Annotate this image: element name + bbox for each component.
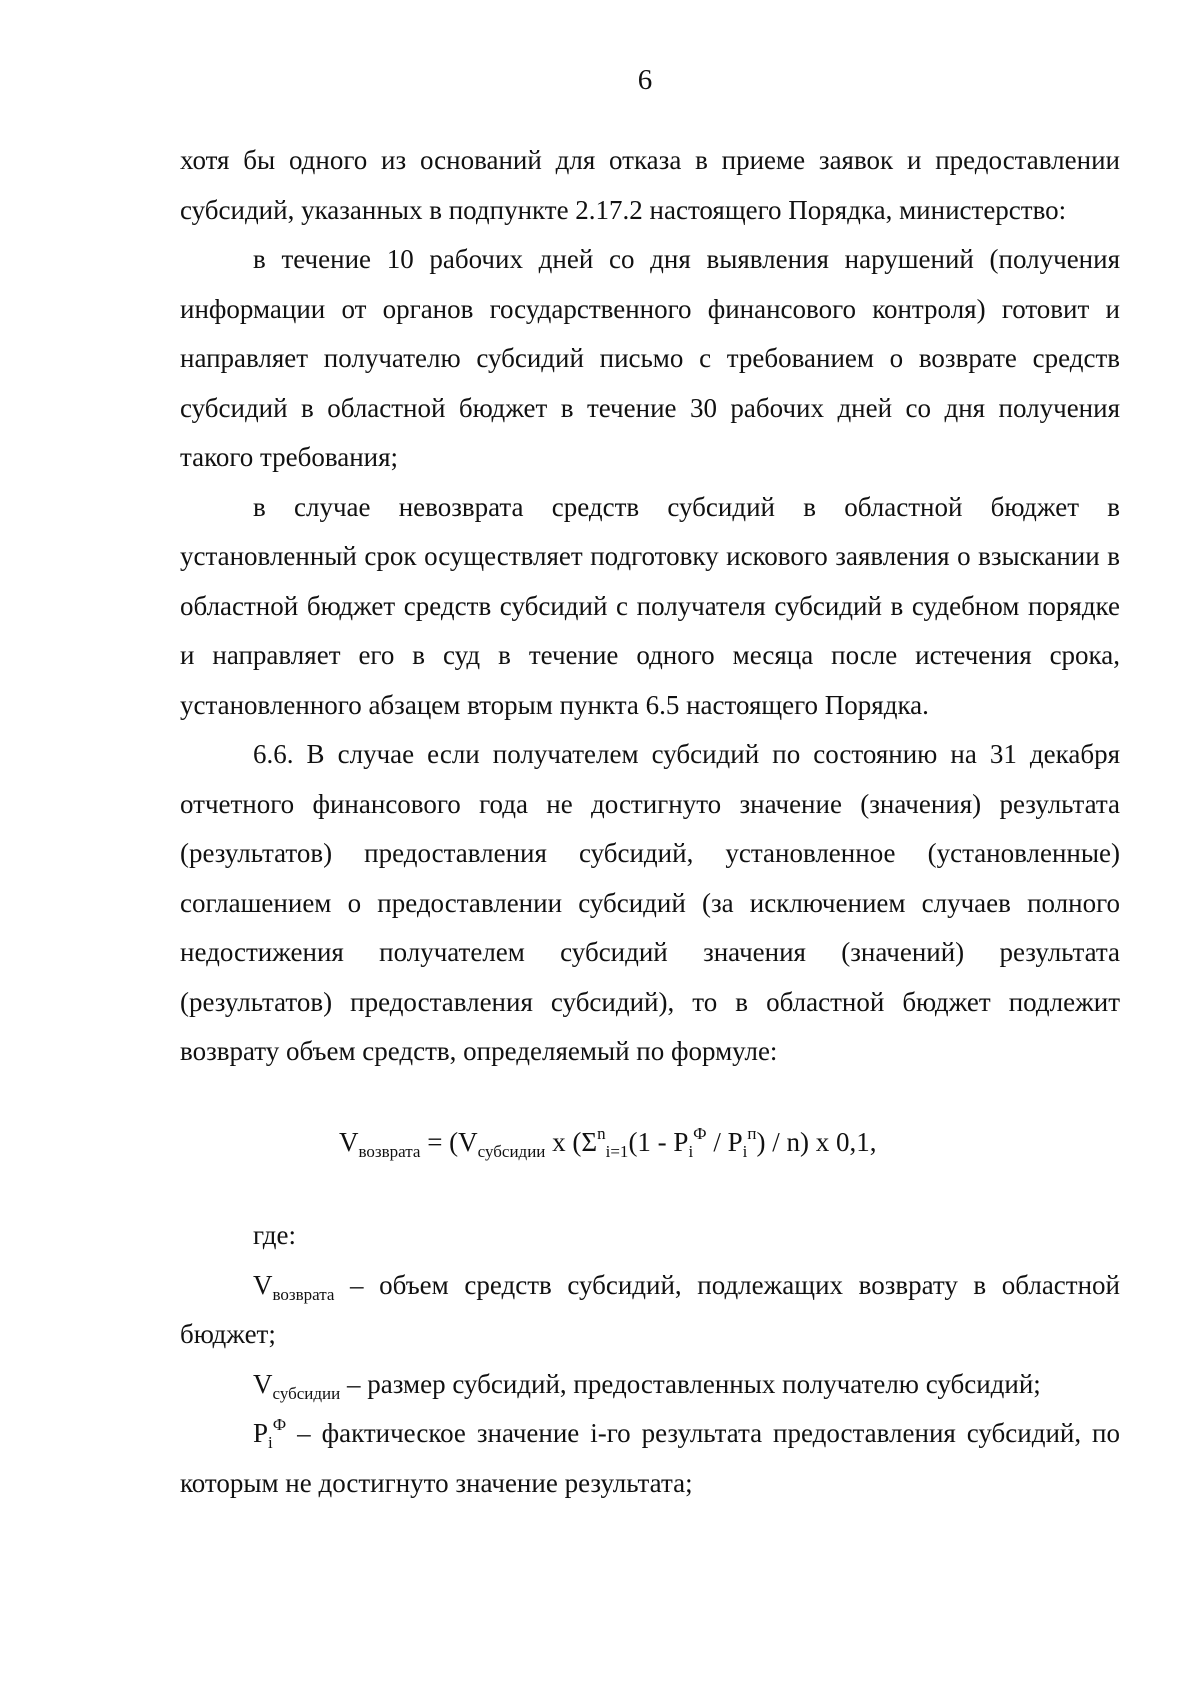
paragraph-6-6: 6.6. В случае если получателем субсидий по состоянию на 31 декабря отчетного финансового года не достигнуто значение (значения) результата (результатов) предоставления субсидий, установленное (установленные) соглашением о предоставлении субсидий (за исключением случаев полного недостижения получателем субсидий значения (значений) результата (результатов) предоставления субсидий), то в областной бюджет подлежит возврату объем средств, определяемый по формуле: [180, 739, 1120, 1066]
document-body [180, 136, 1120, 1508]
paragraph-lawsuit: в случае невозврата средств субсидий в областной бюджет в установленный срок осуществляет подготовку искового заявления о взыскании в областной бюджет средств субсидий с получателя субсидий в судебном порядке и направляет его в суд в течение одного месяца после истечения срока, установленного абзацем вторым пункта 6.5 настоящего Порядка. [180, 491, 1120, 720]
formula-sub-vozvrata: возврата [358, 1141, 421, 1161]
formula-slash-p: / P [706, 1126, 743, 1157]
def2-sub: субсидии [272, 1383, 341, 1403]
page-number: 6 [637, 64, 653, 96]
formula-v: V [339, 1126, 359, 1157]
formula-sub-i-b: i [742, 1141, 748, 1161]
formula-x-sigma: x (Σ [545, 1126, 598, 1157]
refund-formula [180, 1118, 1120, 1168]
formula-sup-n: n [597, 1123, 606, 1143]
definition-v-vozvrata [180, 1261, 1120, 1360]
where-label: где: [253, 1220, 296, 1250]
formula-sub-i1: i=1 [605, 1141, 629, 1161]
formula-sup-f: Ф [693, 1123, 707, 1143]
def1-sub: возврата [272, 1284, 335, 1304]
formula-sup-p: п [747, 1123, 757, 1143]
def3-sub: i [268, 1433, 273, 1452]
definition-p-fact [180, 1409, 1120, 1508]
def3-sup: Ф [272, 1415, 287, 1434]
formula-sub-i-a: i [688, 1141, 694, 1161]
definition-v-subsidii [180, 1360, 1120, 1410]
formula-sub-subsidii: субсидии [477, 1141, 546, 1161]
def3-text: – фактическое значение i-го результата предоставления субсидий, по которым не достигнуто значение результата; [180, 1418, 1120, 1498]
def2-text: – размер субсидий, предоставленных получателю субсидий; [340, 1368, 1041, 1399]
def2-v: V [253, 1368, 273, 1399]
def1-v: V [253, 1269, 273, 1300]
formula-tail: ) / n) x 0,1, [756, 1126, 877, 1157]
paragraph-grounds: хотя бы одного из оснований для отказа в приеме заявок и предоставлении субсидий, указанных в подпункте 2.17.2 настоящего Порядка, министерство: [180, 145, 1120, 225]
def1-text: – объем средств субсидий, подлежащих возврату в областной бюджет; [180, 1269, 1120, 1349]
paragraph-notification: в течение 10 рабочих дней со дня выявления нарушений (получения информации от органов государственного финансового контроля) готовит и направляет получателю субсидий письмо с требованием о возврате средств субсидий в областной бюджет в течение 30 рабочих дней со дня получения такого требования; [180, 244, 1120, 472]
formula-one-minus-p: (1 - P [628, 1126, 689, 1157]
def3-p: P [253, 1418, 269, 1448]
formula-eq-open: = (V [420, 1126, 478, 1157]
